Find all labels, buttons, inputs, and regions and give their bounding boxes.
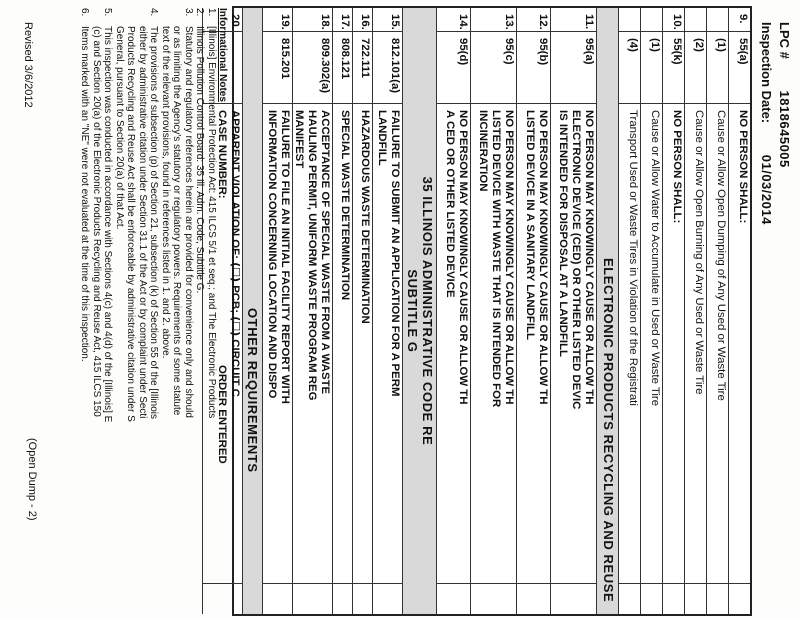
note-number: 2. <box>194 8 206 17</box>
row-number <box>685 8 706 32</box>
note-number: 1. <box>206 8 217 17</box>
note-item <box>114 6 126 616</box>
description-line: A CED OR OTHER LISTED DEVICE <box>443 110 456 298</box>
row-number: 19. <box>263 8 292 32</box>
row-number: 12. <box>517 8 550 32</box>
row-description <box>471 104 516 584</box>
pcb-label: PCB; <box>229 285 241 314</box>
description-line: INFORMATION CONCERNING LOCATION AND DISPO <box>265 110 278 399</box>
table-row <box>684 8 706 614</box>
apparent-violation-line <box>228 110 241 583</box>
note-text: text of the relevant provisions, found in references listed in 1. and 2. above. <box>160 26 171 359</box>
note-item <box>125 6 137 616</box>
note-text: or as limiting the Agency's statutory or regulatory powers. Requirements of some statute <box>171 26 183 416</box>
note-number: 3. <box>183 8 194 17</box>
checkbox-icon[interactable]: (☐) <box>229 262 242 283</box>
row-reference: 55(k) <box>663 32 684 104</box>
checkbox-icon[interactable]: (☐) <box>229 316 242 337</box>
note-text: either by administrative citation under Section 31.1 of the Act or by complaint under Secti <box>137 26 148 419</box>
description-line: LISTED DEVICE WITH WASTE THAT IS INTENDED FOR <box>489 110 502 408</box>
row-reference: 815.201 <box>263 32 292 104</box>
row-reference: 808.121 <box>333 32 352 104</box>
informational-notes <box>68 6 228 616</box>
note-item <box>183 6 195 616</box>
inspection-date-value: 01/03/2014 <box>759 154 774 225</box>
row-number: 17. <box>333 8 352 32</box>
row-reference: 55(a) <box>729 32 750 104</box>
description-line: NO PERSON MAY KNOWINGLY CAUSE OR ALLOW TH <box>537 110 549 405</box>
row-description <box>437 104 470 584</box>
row-description: Cause or Allow Open Dumping of Any Used or Waste Tire <box>707 104 728 584</box>
row-description <box>517 104 550 584</box>
row-reference: 95(b) <box>517 32 550 104</box>
description-line: INCINERATION <box>476 110 489 192</box>
description-line: NO PERSON MAY KNOWINGLY CAUSE OR ALLOW TH <box>457 110 469 405</box>
violation-checkbox[interactable] <box>517 584 550 614</box>
row-description: Cause or Allow Water to Accumulate in Used or Waste Tire <box>641 104 662 584</box>
violation-checkbox[interactable] <box>707 584 728 614</box>
note-item <box>206 6 218 616</box>
note-text: Illinois Pollution Control Board: 35 Ill. Adm. Code, Subtitle G. <box>194 26 206 294</box>
table-row <box>470 8 516 614</box>
informational-notes-title: Informational Notes <box>217 8 228 102</box>
row-description <box>293 104 332 584</box>
section-header-line: SUBTITLE G <box>405 269 421 353</box>
note-item <box>160 6 172 616</box>
table-row <box>352 8 372 614</box>
note-number: 6. <box>79 8 91 17</box>
table-row <box>618 8 640 614</box>
description-line: FAILURE TO SUBMIT AN APPLICATION FOR A PERM <box>389 110 401 397</box>
row-description: HAZARDOUS WASTE DETERMINATION <box>353 104 372 584</box>
row-number: 11. <box>551 8 596 32</box>
table-row <box>550 8 596 614</box>
row-reference: 722.111 <box>353 32 372 104</box>
table-row <box>516 8 550 614</box>
row-number: 9. <box>729 8 750 32</box>
violation-checkbox[interactable] <box>663 584 684 614</box>
table-row <box>332 8 352 614</box>
row-reference: 95(a) <box>551 32 596 104</box>
violation-checkbox[interactable] <box>641 584 662 614</box>
violation-checkbox[interactable] <box>293 584 332 614</box>
note-text: Products Recycling and Reuse Act shall be enforceable by administrative citation under S <box>125 26 137 422</box>
note-text: The provisions of subsection (p) of Section 21, subsection (k) of Section 55 of the [Illinois <box>148 26 160 419</box>
note-item <box>171 6 183 616</box>
row-number: 13. <box>471 8 516 32</box>
description-line: LANDFILL <box>375 110 388 166</box>
row-reference: 95(c) <box>471 32 516 104</box>
description-line: NO PERSON MAY KNOWINGLY CAUSE OR ALLOW TH <box>583 110 595 405</box>
description-line: ELECTRONIC DEVICE (CED) OR OTHER LISTED DEVIC <box>569 110 582 410</box>
note-text: Items marked with an "NE" were not evaluated at the time of this inspection. <box>79 26 91 362</box>
note-text: Statutory and regulatory references herein are provided for convenience only and should <box>183 26 194 418</box>
violation-checkbox[interactable] <box>729 584 750 614</box>
table-row <box>662 8 684 614</box>
row-number <box>641 8 662 32</box>
violation-checkbox[interactable] <box>373 584 402 614</box>
violation-checkbox[interactable] <box>263 584 292 614</box>
case-number-label: CASE NUMBER: <box>215 110 228 199</box>
table-row <box>436 8 470 614</box>
row-reference: (1) <box>641 32 662 104</box>
row-reference: (4) <box>619 32 640 104</box>
row-description <box>263 104 292 584</box>
row-number: 16. <box>353 8 372 32</box>
row-description: Cause or Allow Open Burning of Any Used or Waste Tire <box>685 104 706 584</box>
apparent-violation-label: APPARENT VIOLATION OF: <box>229 110 241 259</box>
row-description: NO PERSON SHALL: <box>663 104 684 584</box>
note-text: General, pursuant to Section 20(a) of that Act. <box>114 26 125 230</box>
violation-checkbox[interactable] <box>353 584 372 614</box>
table-row <box>292 8 332 614</box>
note-number: 5. <box>102 8 114 17</box>
section-header-other-requirements: OTHER REQUIREMENTS <box>242 8 262 614</box>
row-number: 10. <box>663 8 684 32</box>
inspection-date-header <box>759 22 774 225</box>
row-description <box>373 104 402 584</box>
note-item <box>102 6 114 616</box>
row-description: NO PERSON SHALL: <box>729 104 750 584</box>
table-row <box>706 8 728 614</box>
violation-checkbox[interactable] <box>619 584 640 614</box>
row-number: 18. <box>293 8 332 32</box>
note-text: This inspection was conducted in accordance with Sections 4(c) and 4(d) of the [Illinois] E <box>102 26 114 423</box>
page-label: (Open Dump - 2) <box>26 438 38 521</box>
note-item <box>194 6 206 616</box>
description-line: HAULING PERMIT, UNIFORM WASTE PROGRAM REG <box>305 110 318 401</box>
note-item <box>91 6 103 616</box>
lpc-number: 1818645005 <box>777 90 792 168</box>
section-header-electronic-products: ELECTRONIC PRODUCTS RECYCLING AND REUSE <box>596 8 618 614</box>
row-description: SPECIAL WASTE DETERMINATION <box>333 104 352 584</box>
circuit-label: CIRCUIT C <box>229 339 241 397</box>
description-line: LISTED DEVICE IN A SANITARY LANDFILL <box>523 110 536 340</box>
violation-checkbox[interactable] <box>471 584 516 614</box>
violation-checkbox[interactable] <box>685 584 706 614</box>
table-row <box>372 8 402 614</box>
section-header-administrative-code <box>402 8 436 614</box>
lpc-label: LPC # <box>777 22 792 59</box>
description-line: MANIFEST <box>292 110 305 169</box>
lpc-header <box>777 22 792 168</box>
description-line: NO PERSON MAY KNOWINGLY CAUSE OR ALLOW TH <box>503 110 515 405</box>
description-line: ACCEPTANCE OF SPECIAL WASTE FROM A WASTE <box>319 110 331 395</box>
note-text: (c) and Section 20(a) of the Electronic Products Recycling and Reuse Act, 415 ILCS 150 <box>91 26 102 417</box>
description-line: FAILURE TO FILE AN INITIAL FACILITY REPORT WITH <box>279 110 291 404</box>
revised-date: Revised 3/6/2012 <box>22 22 34 108</box>
order-entered-label: ORDER ENTERED <box>215 364 228 464</box>
row-description <box>551 104 596 584</box>
note-number: 4. <box>148 8 160 17</box>
row-description: Transport Used or Waste Tires in Violation of the Registrati <box>619 104 640 584</box>
inspection-date-label: Inspection Date: <box>759 22 774 124</box>
violation-checkbox[interactable] <box>551 584 596 614</box>
note-text: [Illinois] Environmental Protection Act: 415 ILCS 5/1 et seq.; and The Electronic Products <box>206 26 217 419</box>
row-reference: 809.302(a) <box>293 32 332 104</box>
description-line: IS INTENDED FOR DISPOSAL AT A LANDFILL <box>556 110 569 358</box>
row-reference: 812.101(a) <box>373 32 402 104</box>
violation-checkbox[interactable] <box>437 584 470 614</box>
row-reference: (2) <box>685 32 706 104</box>
note-item <box>137 6 149 616</box>
row-reference: 95(d) <box>437 32 470 104</box>
row-reference: (1) <box>707 32 728 104</box>
section-header-line: 35 ILLINOIS ADMINISTRATIVE CODE RE <box>420 176 435 446</box>
row-number: 15. <box>373 8 402 32</box>
row-number <box>707 8 728 32</box>
row-number <box>619 8 640 32</box>
table-row <box>640 8 662 614</box>
violation-checkbox[interactable] <box>333 584 352 614</box>
row-number: 14. <box>437 8 470 32</box>
note-item <box>79 6 91 616</box>
note-item <box>148 6 160 616</box>
table-row <box>262 8 292 614</box>
row-number: 20. <box>203 8 242 32</box>
table-row <box>728 8 750 614</box>
